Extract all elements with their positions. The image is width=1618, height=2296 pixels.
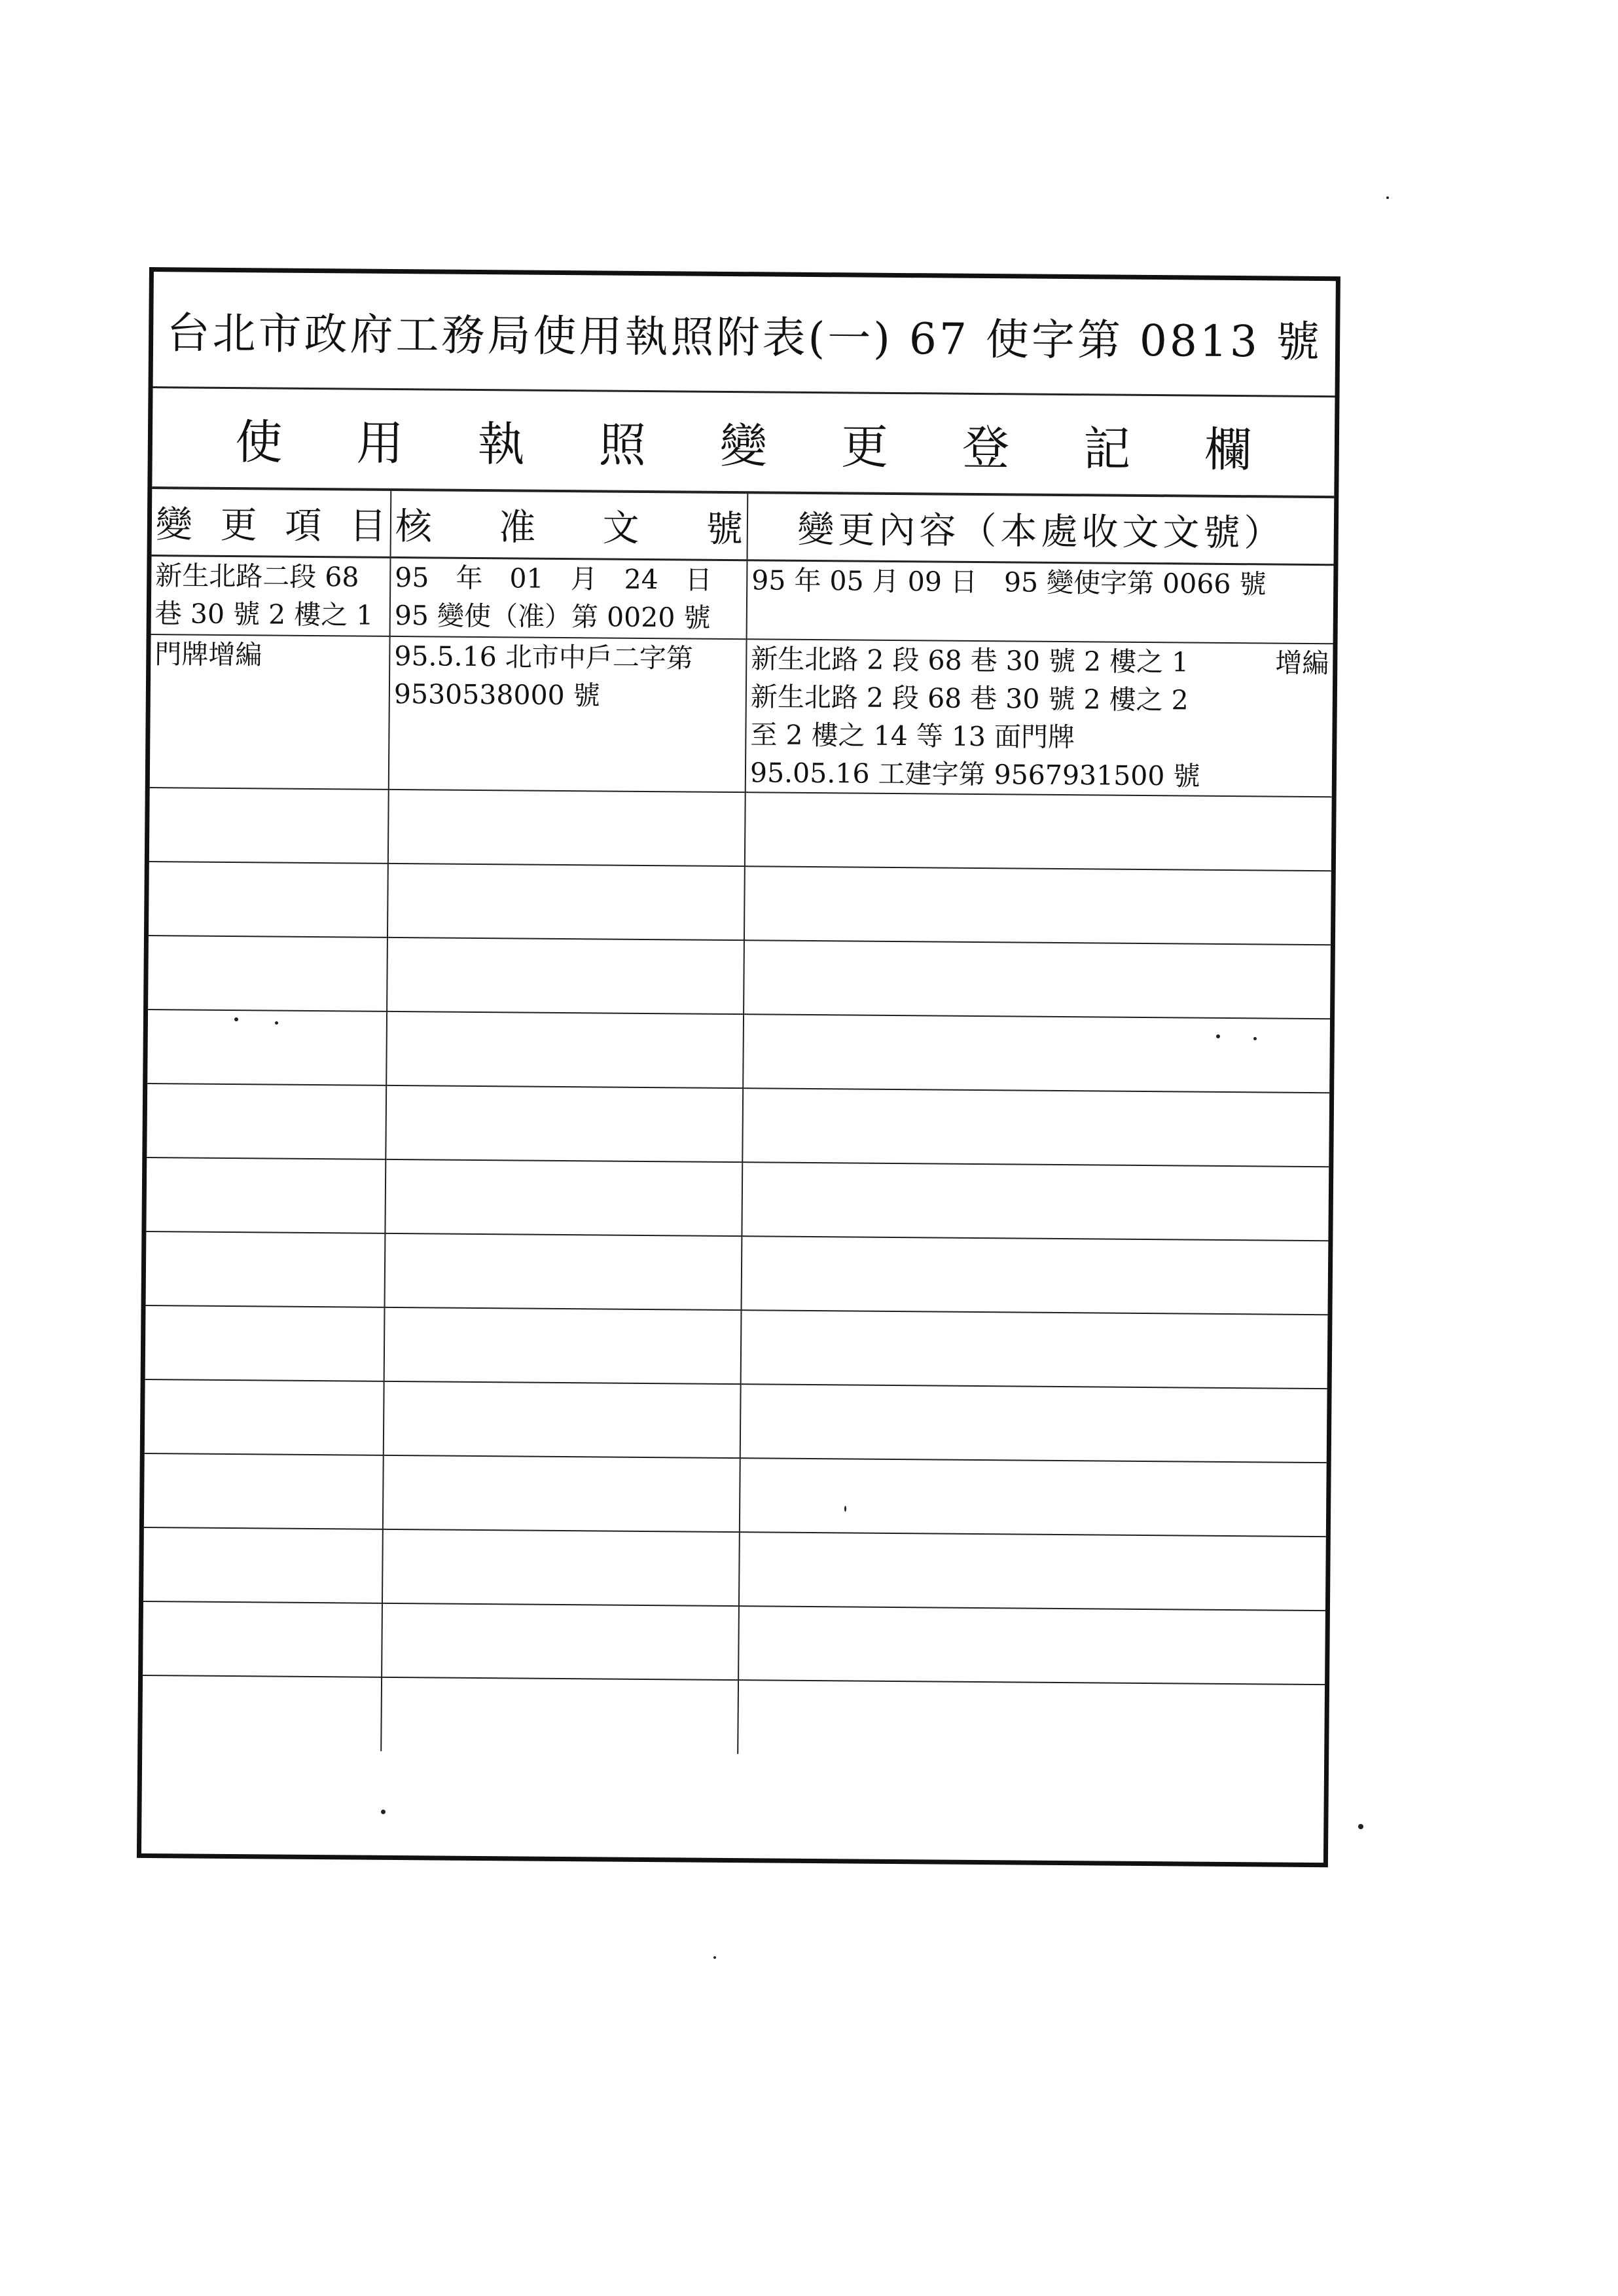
section-heading [152, 388, 1335, 498]
header-change-content: 變更內容（本處收文文號） [747, 494, 1335, 565]
table-row-empty [149, 862, 1331, 945]
empty-cell [149, 788, 389, 864]
empty-cell [388, 789, 746, 866]
table-row-empty [146, 1231, 1329, 1315]
change-item-cell [150, 634, 390, 790]
header-approval-number [391, 491, 748, 560]
empty-cell [740, 1384, 1327, 1463]
header-char: 項 [284, 504, 322, 548]
table-row-empty [145, 1305, 1328, 1389]
scan-speck [1386, 196, 1389, 199]
heading-char: 欄 [1204, 422, 1252, 478]
empty-cell [145, 1379, 384, 1455]
header-char: 文 [602, 507, 639, 550]
change-item-cell [151, 556, 391, 636]
table-row-empty [149, 788, 1332, 871]
empty-cell [386, 1085, 743, 1161]
empty-cell [142, 1675, 382, 1751]
heading-char: 記 [1083, 421, 1131, 477]
empty-cell [382, 1529, 740, 1605]
header-char: 准 [498, 506, 536, 549]
empty-cell [738, 1680, 1325, 1758]
empty-cell [741, 1310, 1328, 1389]
heading-char: 用 [356, 415, 404, 471]
approval-cell [389, 636, 747, 792]
table-row-empty [147, 1084, 1329, 1167]
heading-char: 使 [235, 414, 283, 470]
change-content-cell [746, 639, 1333, 797]
approval-date: 95 年 01 月 24 日 [395, 561, 712, 596]
empty-cell [147, 1010, 387, 1085]
table-row [151, 556, 1334, 644]
scan-speck [234, 1017, 238, 1021]
empty-cell [146, 1157, 386, 1233]
empty-cell [387, 937, 744, 1013]
heading-char: 變 [719, 418, 768, 474]
scan-speck [1216, 1034, 1220, 1038]
heading-char: 執 [477, 416, 526, 472]
empty-cell [740, 1458, 1327, 1537]
header-char: 更 [220, 503, 257, 547]
empty-cell [384, 1307, 742, 1383]
empty-cell [742, 1162, 1329, 1241]
table-header-row [152, 489, 1335, 565]
approval-cell [390, 557, 747, 638]
scan-speck [381, 1810, 386, 1814]
empty-cell [742, 1236, 1329, 1315]
empty-cell [743, 1014, 1330, 1093]
table-row-empty [147, 1010, 1330, 1093]
header-change-item [152, 489, 391, 557]
header-char: 號 [706, 507, 744, 551]
empty-cell [144, 1453, 384, 1529]
empty-cell [383, 1455, 740, 1531]
table-row-empty [143, 1601, 1325, 1684]
usage-permit-sheet [137, 267, 1340, 1867]
empty-cell [148, 936, 387, 1011]
table-row [150, 634, 1333, 797]
empty-cell [742, 1088, 1329, 1167]
change-item-text: 新生北路二段 68 巷 30 號 2 樓之 1 [154, 560, 374, 631]
empty-cell [739, 1532, 1326, 1611]
heading-char: 照 [598, 417, 647, 473]
empty-cell [386, 1011, 744, 1087]
scan-speck [844, 1506, 846, 1512]
empty-cell [143, 1601, 382, 1677]
empty-cell [738, 1606, 1325, 1685]
approval-date: 95.5.16 北市中戶二字第 [394, 640, 694, 674]
scan-speck [713, 1956, 716, 1959]
table-row-empty [145, 1379, 1327, 1463]
change-item-text: 門牌增編 [154, 638, 262, 670]
empty-cell [146, 1231, 386, 1307]
empty-cell [143, 1527, 383, 1603]
table-row-empty [142, 1675, 1325, 1758]
empty-cell [384, 1381, 741, 1457]
change-content-cell [747, 560, 1334, 644]
table-row-empty [143, 1527, 1326, 1610]
change-content-tag: 增編 [1275, 647, 1329, 679]
change-content-text: 95 年 05 月 09 日 95 變使字第 0066 號 [751, 564, 1267, 600]
change-content-text: 新生北路 2 段 68 巷 30 號 2 樓之 1 新生北路 2 段 68 巷 30 號 2 樓之 2 至 2 樓之 14 等 13 面門牌 95.05.16 工建字第 9567931500 號 [749, 642, 1200, 792]
empty-cell [385, 1233, 742, 1309]
table-row-empty [148, 936, 1331, 1019]
header-char: 變 [155, 503, 193, 547]
scan-speck [1358, 1824, 1363, 1829]
scan-speck [275, 1021, 278, 1025]
empty-cell [149, 862, 388, 938]
scan-speck [1253, 1037, 1257, 1040]
empty-cell [387, 863, 745, 939]
document-title: 台北市政府工務局使用執照附表(一) 67 使字第 0813 號 [153, 272, 1336, 397]
heading-char: 登 [962, 420, 1010, 476]
empty-cell [145, 1305, 385, 1381]
empty-cell [744, 866, 1331, 945]
table-row-empty [144, 1453, 1327, 1536]
empty-cell [147, 1084, 386, 1159]
heading-char: 更 [840, 419, 889, 475]
table-row-empty [146, 1157, 1329, 1241]
change-register-table [142, 489, 1334, 1758]
empty-cell [382, 1603, 739, 1679]
empty-cell [745, 792, 1332, 871]
approval-number: 95 變使（准）第 0020 號 [394, 599, 711, 634]
empty-cell [381, 1677, 738, 1753]
header-char: 目 [349, 505, 387, 548]
approval-number: 9530538000 號 [393, 678, 600, 711]
empty-cell [744, 940, 1331, 1019]
header-char: 核 [395, 505, 433, 549]
empty-cell [385, 1159, 742, 1235]
